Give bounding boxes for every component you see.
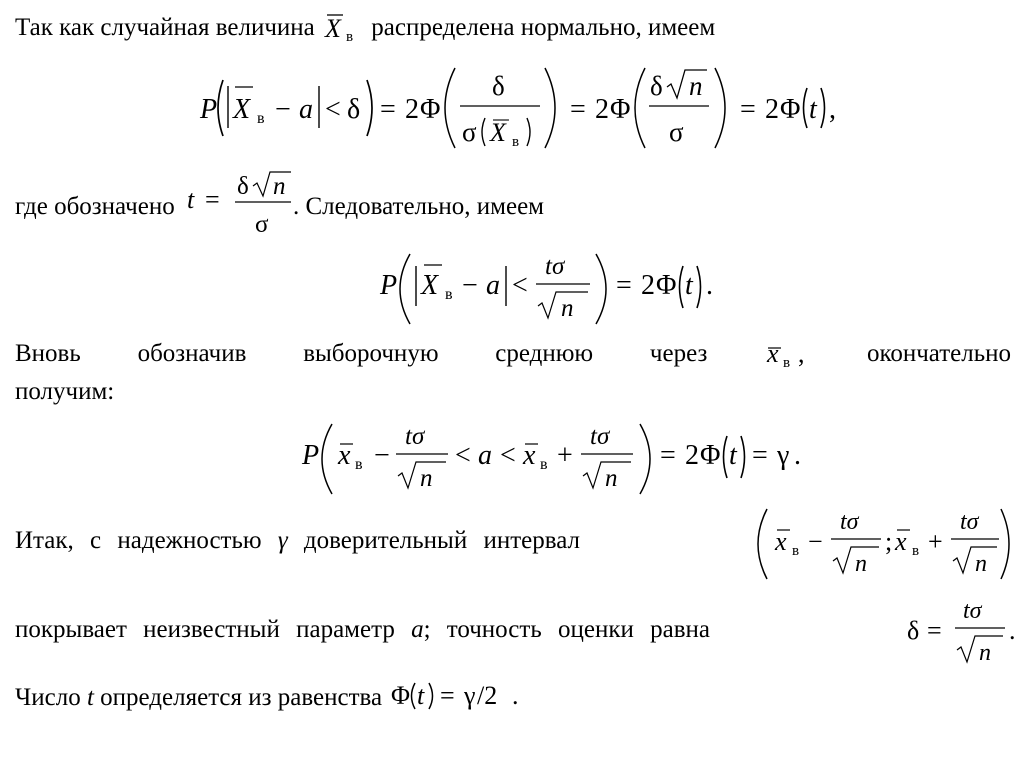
- svg-text:t: t: [186, 185, 195, 214]
- svg-text:tσ: tσ: [840, 509, 859, 535]
- confidence-interval: [755, 503, 1005, 585]
- svg-text:a: a: [299, 94, 313, 125]
- svg-text:2: 2: [765, 94, 779, 125]
- svg-text:=: =: [740, 94, 756, 125]
- word: равна: [650, 616, 711, 643]
- svg-text:−: −: [462, 270, 478, 301]
- svg-text:2: 2: [405, 94, 419, 125]
- svg-text:δ: δ: [347, 94, 361, 125]
- word: среднюю: [495, 340, 594, 367]
- svg-text:.: .: [1009, 616, 1016, 645]
- svg-text:=: =: [570, 94, 586, 125]
- svg-text:n: n: [561, 295, 574, 322]
- svg-text:в: в: [355, 456, 363, 473]
- svg-text:.: .: [794, 440, 801, 471]
- word: Вновь: [15, 340, 81, 367]
- svg-text:=: =: [927, 616, 942, 645]
- again-line-2-text: получим:: [15, 378, 115, 405]
- where-text-after: . Следовательно, имеем: [292, 193, 545, 220]
- svg-text:tσ: tσ: [405, 423, 425, 450]
- word: покрывает: [15, 616, 127, 643]
- svg-text:n: n: [420, 465, 433, 492]
- svg-text:t: t: [729, 440, 737, 471]
- symbol-X: X: [325, 14, 341, 43]
- word: с: [90, 527, 102, 554]
- svg-text:2: 2: [641, 270, 655, 301]
- svg-text:a: a: [478, 440, 492, 471]
- svg-text:X: X: [490, 118, 506, 147]
- svg-text:t: t: [417, 681, 425, 710]
- svg-text:в: в: [792, 543, 800, 559]
- svg-text:Φ: Φ: [420, 94, 441, 125]
- svg-text:δ: δ: [907, 616, 920, 645]
- intro-text-before: Так как случайная величина: [15, 14, 315, 41]
- inline-xbar-v-comma: [764, 339, 810, 371]
- word: через: [649, 340, 708, 367]
- accuracy-formula: [905, 592, 1020, 670]
- word: оценки: [557, 616, 634, 643]
- word: неизвестный: [143, 616, 280, 643]
- svg-text:Φ: Φ: [780, 94, 801, 125]
- svg-text:.: .: [706, 270, 713, 301]
- svg-text:tσ: tσ: [590, 423, 610, 450]
- svg-text:tσ: tσ: [960, 509, 979, 535]
- svg-text:σ: σ: [669, 117, 684, 147]
- svg-text:в: в: [445, 286, 453, 303]
- svg-text:γ: γ: [777, 440, 790, 471]
- svg-text:=: =: [440, 681, 456, 710]
- svg-text:<: <: [512, 270, 528, 301]
- svg-text:<: <: [500, 440, 516, 471]
- where-line: [15, 170, 544, 240]
- equation-3: [300, 418, 820, 500]
- word: доверительный: [303, 527, 468, 554]
- svg-text:t: t: [809, 94, 817, 125]
- svg-text:σ: σ: [254, 211, 269, 238]
- svg-text:=: =: [204, 185, 220, 214]
- svg-text:tσ: tσ: [963, 598, 982, 624]
- again-line-2: [15, 378, 114, 406]
- svg-text:n: n: [975, 551, 987, 577]
- svg-text:2: 2: [595, 94, 609, 125]
- svg-text:γ: γ: [464, 681, 476, 710]
- semicolon: ;: [423, 616, 431, 643]
- word: интервал: [483, 527, 581, 554]
- svg-text:Φ: Φ: [700, 440, 721, 471]
- svg-text:,: ,: [798, 339, 805, 368]
- word: Число: [15, 684, 81, 711]
- intro-line: [15, 12, 716, 45]
- svg-text:в: в: [257, 110, 265, 127]
- svg-text:<: <: [455, 440, 471, 471]
- where-text-before: где обозначено: [15, 193, 175, 220]
- svg-text:x: x: [767, 339, 779, 368]
- svg-text:tσ: tσ: [545, 253, 565, 280]
- svg-text:P: P: [380, 270, 398, 301]
- svg-text:в: в: [540, 456, 548, 473]
- equation-1: [195, 62, 855, 154]
- inline-xbar-v: [321, 12, 365, 45]
- word: выборочную: [303, 340, 439, 367]
- t-line: [15, 679, 533, 713]
- svg-text:в: в: [912, 543, 920, 559]
- word: обозначив: [137, 340, 247, 367]
- svg-text:=: =: [660, 440, 676, 471]
- svg-text:n: n: [855, 551, 867, 577]
- word: окончательно: [866, 340, 1012, 367]
- svg-text:X: X: [233, 94, 251, 125]
- svg-text:<: <: [325, 94, 341, 125]
- word: Итак,: [15, 527, 74, 554]
- word: параметр: [296, 616, 395, 643]
- svg-text:σ: σ: [462, 117, 477, 147]
- svg-text:−: −: [808, 527, 823, 556]
- svg-text:x: x: [895, 527, 907, 556]
- covers-line: [15, 616, 710, 644]
- svg-text:n: n: [605, 465, 618, 492]
- svg-text:x: x: [523, 440, 536, 471]
- svg-text:.: .: [512, 681, 519, 710]
- svg-text:Φ: Φ: [610, 94, 631, 125]
- svg-text:=: =: [616, 270, 632, 301]
- svg-text:n: n: [979, 640, 991, 666]
- word: надежностью: [117, 527, 262, 554]
- svg-text:+: +: [928, 527, 943, 556]
- svg-text:Φ: Φ: [391, 681, 411, 710]
- svg-text:=: =: [380, 94, 396, 125]
- gamma-symbol: γ: [277, 527, 288, 554]
- inline-t-definition: [181, 170, 293, 240]
- intro-text-after: распределена нормально, имеем: [371, 14, 716, 41]
- itak-line: [15, 527, 580, 555]
- t-line-text: определяется из равенства: [100, 684, 383, 711]
- svg-text:;: ;: [885, 527, 893, 556]
- svg-text:−: −: [374, 440, 390, 471]
- svg-text:δ: δ: [650, 71, 663, 101]
- svg-text:P: P: [302, 440, 320, 471]
- svg-text:,: ,: [829, 94, 836, 125]
- svg-text:x: x: [338, 440, 351, 471]
- subscript-v: в: [346, 29, 354, 45]
- parameter-a: a: [411, 616, 424, 643]
- equation-2: [378, 248, 738, 330]
- svg-text:a: a: [486, 270, 500, 301]
- svg-text:=: =: [752, 440, 768, 471]
- again-line-1: [15, 339, 1012, 371]
- svg-text:x: x: [775, 527, 787, 556]
- svg-text:n: n: [689, 71, 703, 101]
- svg-text:−: −: [275, 94, 291, 125]
- svg-text:n: n: [272, 173, 286, 200]
- svg-text:P: P: [200, 94, 218, 125]
- svg-text:δ: δ: [236, 173, 249, 200]
- svg-text:в: в: [783, 355, 791, 371]
- svg-text:+: +: [557, 440, 573, 471]
- svg-text:X: X: [421, 270, 439, 301]
- phi-gamma-equation: [388, 679, 533, 713]
- word: точность: [446, 616, 542, 643]
- svg-text:в: в: [512, 134, 520, 150]
- svg-text:t: t: [685, 270, 693, 301]
- svg-text:/2: /2: [477, 681, 498, 710]
- svg-text:2: 2: [685, 440, 699, 471]
- variable-t: t: [86, 684, 94, 711]
- svg-text:δ: δ: [492, 71, 505, 101]
- svg-text:Φ: Φ: [656, 270, 677, 301]
